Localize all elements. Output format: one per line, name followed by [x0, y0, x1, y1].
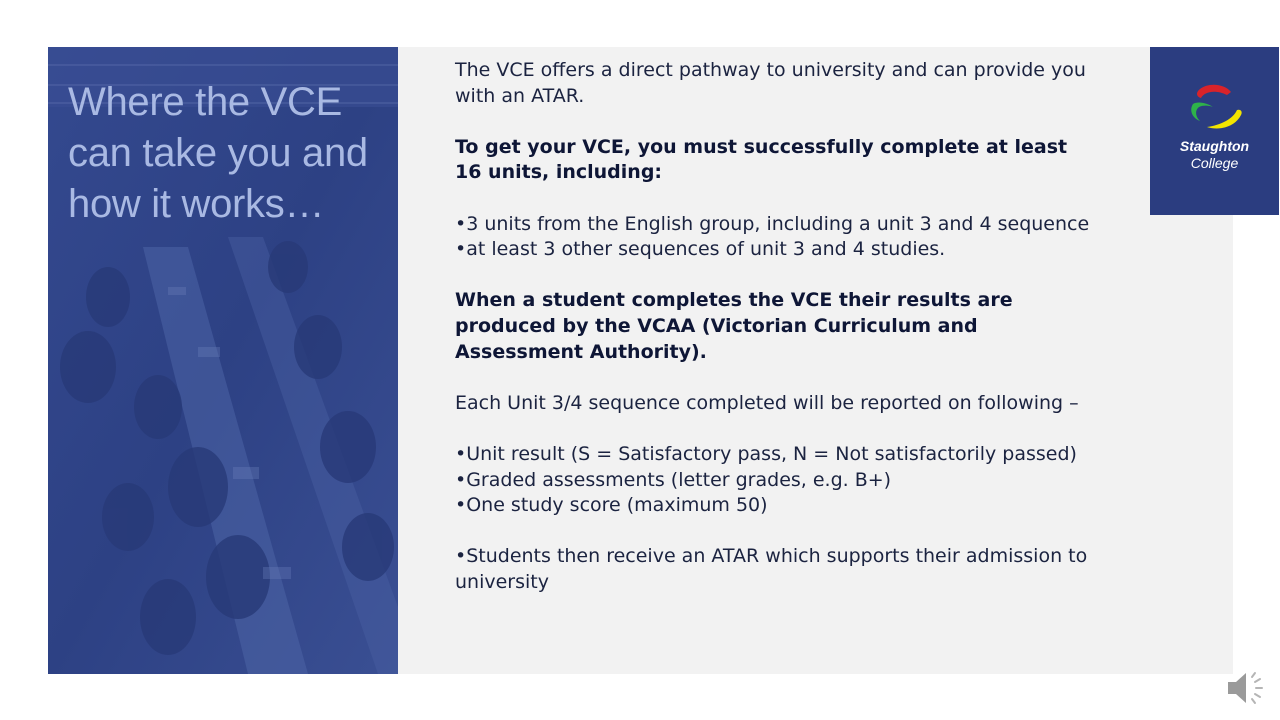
speaker-icon[interactable] [1224, 667, 1270, 709]
paragraph-gap [455, 416, 1095, 442]
body-line: •3 units from the English group, including a unit 3 and 4 sequence [455, 212, 1090, 235]
college-emblem-icon [1187, 83, 1243, 133]
body-line: The VCE offers a direct pathway to university and can provide you with an ATAR. [455, 59, 1086, 107]
body-line: •One study score (maximum 50) [455, 494, 768, 517]
paragraph-gap [455, 109, 1095, 135]
body-line: •Students then receive an ATAR which supports their admission to university [455, 545, 1088, 593]
paragraph-gap [455, 519, 1095, 545]
body-line: •at least 3 other sequences of unit 3 and 4 studies. [455, 238, 946, 261]
logo-name: Staughton [1179, 138, 1250, 154]
body-line: •Unit result (S = Satisfactory pass, N = Not satisfactorily passed) [455, 442, 1077, 465]
library-photo-panel [48, 47, 398, 674]
body-line: Each Unit 3/4 sequence completed will be reported on following – [455, 391, 1079, 414]
staughton-college-logo [1150, 47, 1279, 215]
slide-title: Where the VCE can take you and how it works… [68, 80, 368, 226]
paragraph-gap [455, 186, 1095, 212]
body-line: •Graded assessments (letter grades, e.g. B+) [455, 468, 892, 491]
slide [48, 47, 1250, 674]
logo-sub: College [1190, 155, 1239, 171]
slide-body-text [455, 58, 1095, 595]
paragraph-gap [455, 263, 1095, 289]
body-line: When a student completes the VCE their results are produced by the VCAA (Victorian Curriculum and Assessment Authority). [455, 289, 1013, 363]
paragraph-gap [455, 365, 1095, 391]
body-line: To get your VCE, you must successfully complete at least 16 units, including: [455, 135, 1068, 184]
